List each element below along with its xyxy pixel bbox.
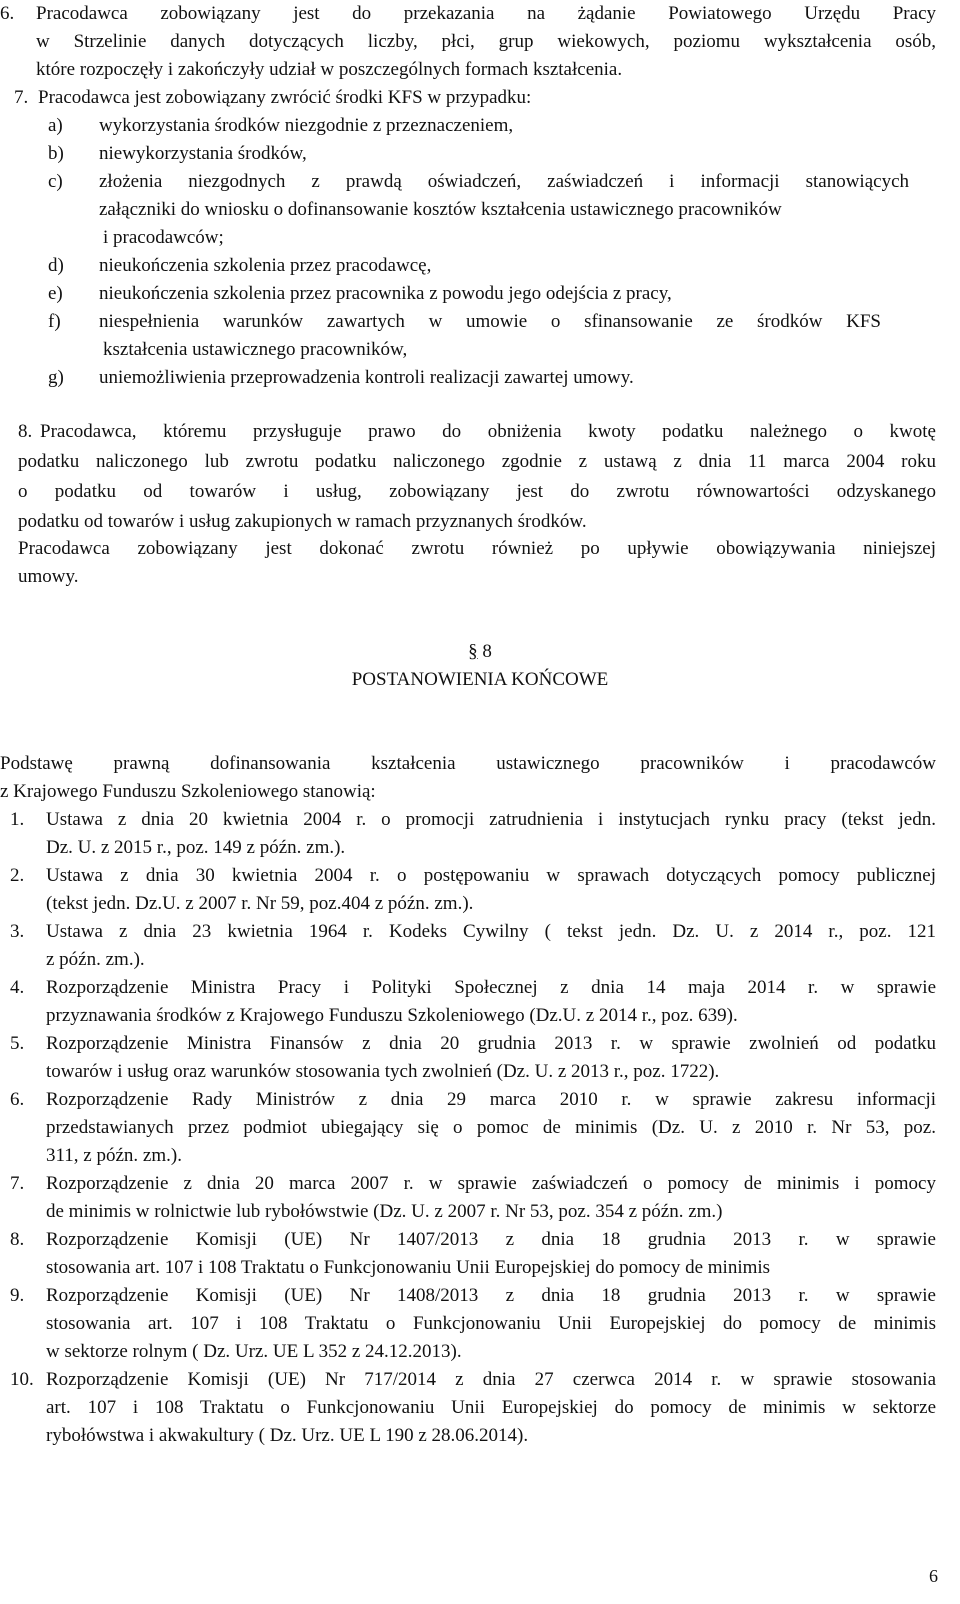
- section-number: 8: [482, 641, 492, 662]
- paragraph-8-line-3: o podatku od towarów i usług, zobowiązany jest do zwrotu równowartości odzyskanego: [18, 481, 936, 502]
- basis-item-9-line-3: w sektorze rolnym ( Dz. Urz. UE L 352 z 24.12.2013).: [46, 1341, 462, 1362]
- basis-item-7-line-2: de minimis w rolnictwie lub rybołówstwie (Dz. U. z 2007 r. Nr 53, poz. 354 z późn. zm.): [46, 1201, 723, 1222]
- paragraph-8-line-4: podatku od towarów i usług zakupionych w ramach przyznanych środków.: [18, 511, 587, 532]
- p7-item-c-line-2: załączniki do wniosku o dofinansowanie kosztów kształcenia ustawicznego pracowników: [99, 199, 782, 220]
- basis-item-4-line-2: przyznawania środków z Krajowego Funduszu Szkoleniowego (Dz.U. z 2014 r., poz. 639).: [46, 1005, 738, 1026]
- paragraph-6-line-1: Pracodawca zobowiązany jest do przekazania na żądanie Powiatowego Urzędu Pracy: [36, 3, 936, 24]
- basis-item-6-line-3: 311, z późn. zm.).: [46, 1145, 182, 1166]
- paragraph-7-intro: Pracodawca jest zobowiązany zwrócić środki KFS w przypadku:: [38, 87, 532, 108]
- section-sign: §: [468, 641, 478, 662]
- basis-item-5-number: 5.: [10, 1033, 25, 1054]
- page-number: 6: [929, 1566, 938, 1586]
- p7-item-d-label: d): [48, 255, 64, 276]
- basis-item-2-line-1: Ustawa z dnia 30 kwietnia 2004 r. o postępowaniu w sprawach dotyczących pomocy publicznej: [46, 865, 936, 886]
- paragraph-8-line-2: podatku naliczonego lub zwrotu podatku naliczonego zgodnie z ustawą z dnia 11 marca 2004 roku: [18, 451, 936, 472]
- basis-item-6-number: 6.: [10, 1089, 25, 1110]
- basis-item-1-line-1: Ustawa z dnia 20 kwietnia 2004 r. o promocji zatrudnienia i instytucjach rynku pracy (tekst jedn.: [46, 809, 936, 830]
- basis-item-9-line-2: stosowania art. 107 i 108 Traktatu o Funkcjonowaniu Unii Europejskiej do pomocy de minimis: [46, 1313, 936, 1334]
- basis-item-6-line-2: przedstawianych przez podmiot ubiegający się o pomoc de minimis (Dz. U. z 2010 r. Nr 53, poz.: [46, 1117, 936, 1138]
- basis-item-8-line-1: Rozporządzenie Komisji (UE) Nr 1407/2013 z dnia 18 grudnia 2013 r. w sprawie: [46, 1229, 936, 1250]
- paragraph-8-line-1: Pracodawca, któremu przysługuje prawo do obniżenia kwoty podatku należnego o kwotę: [40, 421, 936, 442]
- p7-item-a-text: wykorzystania środków niezgodnie z przeznaczeniem,: [99, 115, 514, 136]
- paragraph-8-number: 8.: [18, 421, 33, 442]
- basis-item-3-line-1: Ustawa z dnia 23 kwietnia 1964 r. Kodeks Cywilny ( tekst jedn. Dz. U. z 2014 r., poz. 121: [46, 921, 936, 942]
- section-heading-number: [0, 640, 960, 664]
- paragraph-8-extra-line-2: umowy.: [18, 566, 79, 587]
- basis-item-8-line-2: stosowania art. 107 i 108 Traktatu o Funkcjonowaniu Unii Europejskiej do pomocy de minimis: [46, 1257, 771, 1278]
- basis-item-3-number: 3.: [10, 921, 25, 942]
- basis-line-1: Podstawę prawną dofinansowania kształcenia ustawicznego pracowników i pracodawców: [0, 753, 936, 774]
- basis-item-1-number: 1.: [10, 809, 25, 830]
- basis-item-2-number: 2.: [10, 865, 25, 886]
- p7-item-g-text: uniemożliwienia przeprowadzenia kontroli realizacji zawartej umowy.: [99, 367, 634, 388]
- p7-item-e-text: nieukończenia szkolenia przez pracownika z powodu jego odejścia z pracy,: [99, 283, 672, 304]
- paragraph-6-line-2: w Strzelinie danych dotyczących liczby, płci, grup wiekowych, poziomu wykształcenia osób,: [36, 31, 936, 52]
- section-title: POSTANOWIENIA KOŃCOWE: [351, 669, 609, 690]
- basis-item-10-number: 10.: [10, 1369, 34, 1390]
- p7-item-f-line-1: niespełnienia warunków zawartych w umowie o sfinansowanie ze środków KFS: [99, 311, 881, 332]
- basis-item-9-line-1: Rozporządzenie Komisji (UE) Nr 1408/2013 z dnia 18 grudnia 2013 r. w sprawie: [46, 1285, 936, 1306]
- paragraph-6-number: 6.: [0, 3, 15, 24]
- basis-item-1-line-2: Dz. U. z 2015 r., poz. 149 z późn. zm.).: [46, 837, 346, 858]
- p7-item-a-label: a): [48, 115, 63, 136]
- basis-item-3-line-2: z późn. zm.).: [46, 949, 145, 970]
- p7-item-c-line-1: złożenia niezgodnych z prawdą oświadczeń, zaświadczeń i informacji stanowiących: [99, 171, 909, 192]
- basis-item-8-number: 8.: [10, 1229, 25, 1250]
- basis-item-7-number: 7.: [10, 1173, 25, 1194]
- basis-item-2-line-2: (tekst jedn. Dz.U. z 2007 r. Nr 59, poz.404 z późn. zm.).: [46, 893, 474, 914]
- paragraph-7-number: 7.: [14, 87, 29, 108]
- p7-item-e-label: e): [48, 283, 63, 304]
- p7-item-g-label: g): [48, 367, 64, 388]
- p7-item-b-text: niewykorzystania środków,: [99, 143, 307, 164]
- paragraph-8-extra-line-1: Pracodawca zobowiązany jest dokonać zwrotu również po upływie obowiązywania niniejszej: [18, 538, 936, 559]
- p7-item-c-line-3: i pracodawców;: [103, 227, 224, 248]
- basis-item-10-line-1: Rozporządzenie Komisji (UE) Nr 717/2014 z dnia 27 czerwca 2014 r. w sprawie stosowania: [46, 1369, 936, 1390]
- basis-item-9-number: 9.: [10, 1285, 25, 1306]
- p7-item-f-line-2: kształcenia ustawicznego pracowników,: [103, 339, 408, 360]
- basis-line-2: z Krajowego Funduszu Szkoleniowego stanowią:: [0, 781, 376, 802]
- basis-item-5-line-1: Rozporządzenie Ministra Finansów z dnia 20 grudnia 2013 r. w sprawie zwolnień od podatku: [46, 1033, 936, 1054]
- p7-item-f-label: f): [48, 311, 61, 332]
- basis-item-6-line-1: Rozporządzenie Rady Ministrów z dnia 29 marca 2010 r. w sprawie zakresu informacji: [46, 1089, 936, 1110]
- basis-item-7-line-1: Rozporządzenie z dnia 20 marca 2007 r. w sprawie zaświadczeń o pomocy de minimis i pomocy: [46, 1173, 936, 1194]
- paragraph-6-line-3: które rozpoczęły i zakończyły udział w poszczególnych formach kształcenia.: [36, 59, 623, 80]
- basis-item-5-line-2: towarów i usług oraz warunków stosowania tych zwolnień (Dz. U. z 2013 r., poz. 1722).: [46, 1061, 720, 1082]
- p7-item-c-label: c): [48, 171, 63, 192]
- basis-item-10-line-3: rybołówstwa i akwakultury ( Dz. Urz. UE L 190 z 28.06.2014).: [46, 1425, 529, 1446]
- basis-item-4-number: 4.: [10, 977, 25, 998]
- basis-item-4-line-1: Rozporządzenie Ministra Pracy i Polityki Społecznej z dnia 14 maja 2014 r. w sprawie: [46, 977, 936, 998]
- p7-item-d-text: nieukończenia szkolenia przez pracodawcę,: [99, 255, 432, 276]
- p7-item-b-label: b): [48, 143, 64, 164]
- basis-item-10-line-2: art. 107 i 108 Traktatu o Funkcjonowaniu Unii Europejskiej do pomocy de minimis w sektorze: [46, 1397, 936, 1418]
